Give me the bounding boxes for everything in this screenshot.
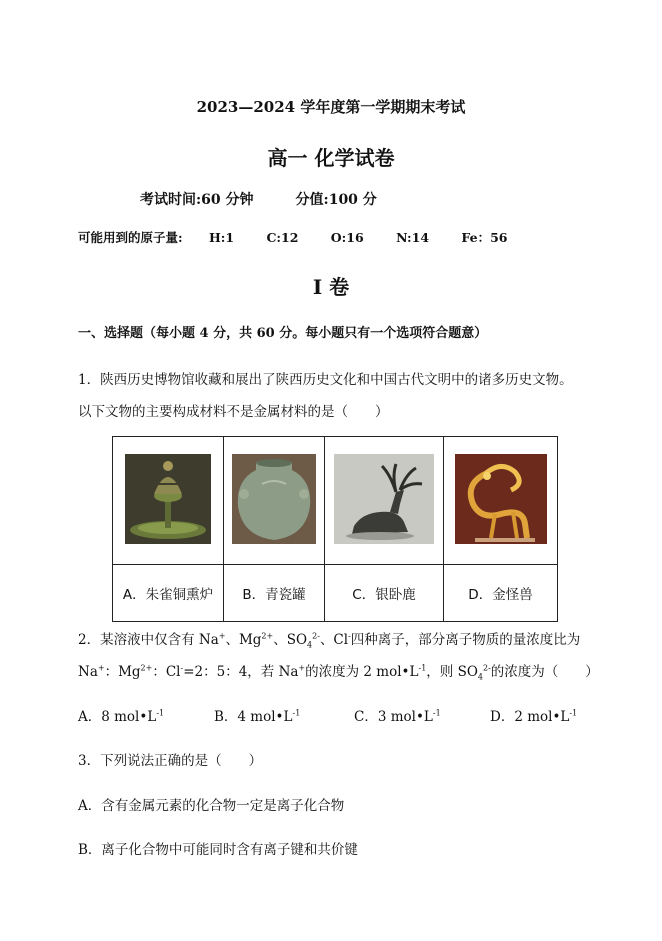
atom-c: C:12 (266, 230, 299, 245)
caption-b: B．青瓷罐 (224, 565, 325, 622)
q1-line1: 1．陕西历史博物馆收藏和展出了陕西历史文化和中国古代文明中的诸多历史文物。 (78, 372, 573, 388)
caption-c: C．银卧鹿 (325, 565, 444, 622)
silver-deer-image (334, 454, 434, 544)
atoms-label: 可能用到的原子量: (78, 230, 183, 245)
atom-h: H:1 (208, 230, 235, 245)
artifact-table (112, 436, 558, 622)
atom-fe: Fe：56 (461, 230, 508, 245)
caption-d: D．金怪兽 (444, 565, 558, 622)
artifact-cell-d (444, 437, 558, 565)
paper-title: 高一 化学试卷 (267, 146, 395, 170)
exam-year-title: 2023—2024 学年度第一学期期末考试 (196, 98, 466, 116)
q2-option-b: B．4 $mol•L^{-1}$ (214, 708, 301, 725)
atom-n: N:14 (396, 230, 430, 245)
artifact-cell-c (325, 437, 444, 565)
celadon-jar-image (232, 454, 316, 544)
q3-option-b: B．离子化合物中可能同时含有离子键和共价键 (78, 842, 358, 858)
atom-o: O:16 (330, 230, 364, 245)
q2-line2: Na+：$Mg^{2+}$：Cl-=2：5：4，若 Na+的浓度为 2 $mol•L^{-1}$，则 $SO_4^{2-}$的浓度为（ ） (78, 663, 599, 682)
golden-beast-image (455, 454, 547, 544)
q2-line1: 2．某溶液中仅含有 Na+、$Mg^{2+}$、$SO_4^{2-}$、Cl-四种离子，部分离子物质的量浓度比为 (78, 631, 581, 650)
section-heading: 一、选择题（每小题 4 分，共 60 分。每小题只有一个选项符合题意） (78, 326, 488, 341)
artifact-cell-b (224, 437, 325, 565)
q2-option-c: C．3 $mol•L^{-1}$ (354, 708, 441, 725)
artifact-cell-a (113, 437, 224, 565)
q2-option-a: A．8 $mol•L^{-1}$ (78, 708, 165, 725)
part-heading: I 卷 (312, 275, 350, 299)
q3-option-a: A．含有金属元素的化合物一定是离子化合物 (78, 798, 345, 814)
bronze-censer-image (125, 454, 211, 544)
caption-a: A．朱雀铜熏炉 (113, 565, 224, 622)
q3-stem: 3．下列说法正确的是（ ） (78, 753, 263, 769)
exam-time: 考试时间:60 分钟 (140, 192, 254, 208)
q1-line2: 以下文物的主要构成材料不是金属材料的是（ ） (78, 404, 389, 420)
exam-info (140, 189, 377, 209)
atomic-masses (78, 228, 535, 246)
q2-option-d: D．2 $mol•L^{-1}$ (490, 708, 578, 725)
exam-score: 分值:100 分 (295, 192, 377, 208)
